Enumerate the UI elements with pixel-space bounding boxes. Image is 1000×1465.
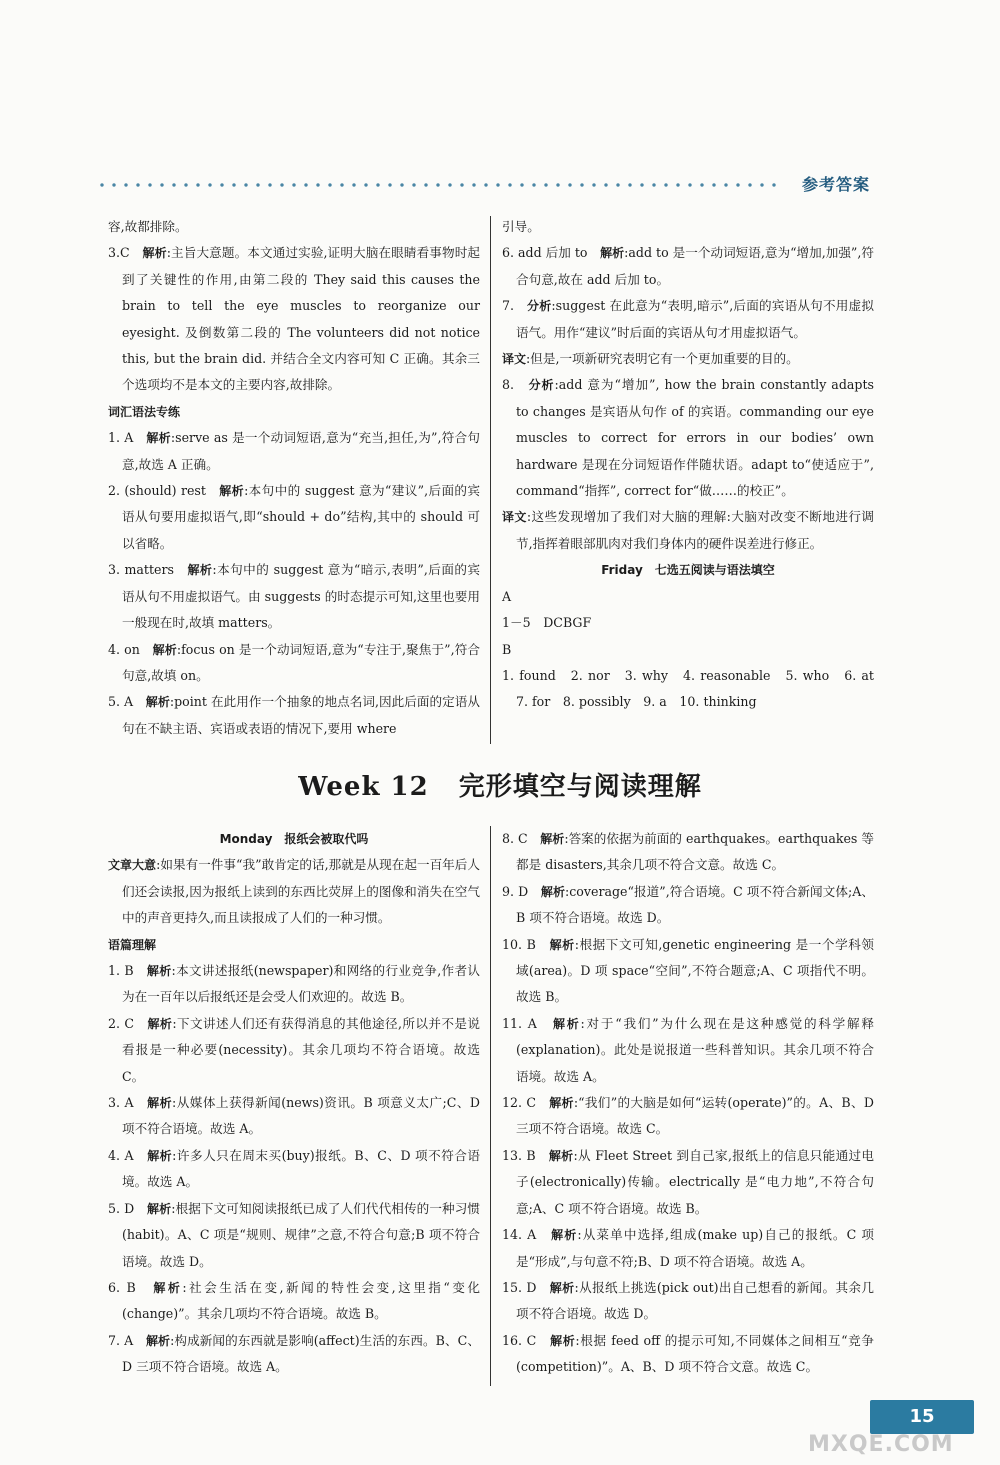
answer-keyword: 解析 xyxy=(146,431,171,446)
answer-number: 12. C xyxy=(502,1095,550,1111)
answer-number: 4. on xyxy=(108,641,153,657)
answer-item xyxy=(502,1328,874,1381)
answer-number: 16. C xyxy=(502,1332,551,1348)
answer-number: 4. A xyxy=(108,1147,148,1163)
answer-text: 容,故都排除。 xyxy=(108,219,188,234)
answer-keyword: 解析 xyxy=(549,1096,574,1111)
answer-text: :point 在此用作一个抽象的地点名词,因此后面的定语从句在不缺主语、宾语或表语的情况下,要用 where xyxy=(122,694,480,736)
answer-item xyxy=(108,478,480,557)
answer-keyword: 解析 xyxy=(147,1016,173,1031)
page-number-tab xyxy=(870,1400,974,1434)
answer-text: :本句中的 suggest 意为“暗示,表明”,后面的宾语从句不用虚拟语气。由 suggests 的时态提示可知,这里也要用一般现在时,故填 matters。 xyxy=(122,562,480,631)
answer-item xyxy=(502,1222,874,1275)
answer-keyword: 解析 xyxy=(550,1333,576,1348)
answer-keyword: 解析 xyxy=(551,1228,578,1243)
answer-item xyxy=(502,826,874,879)
answer-number: 9. D xyxy=(502,883,541,899)
answer-keyword: 解析 xyxy=(152,642,177,657)
section-heading: 词汇语法专练 xyxy=(108,404,181,419)
answer-keyword: 解析 xyxy=(147,1201,172,1216)
subsection-title: Friday 七选五阅读与语法填空 xyxy=(601,563,775,578)
answer-keyword: 解析 xyxy=(600,246,625,261)
answer-item xyxy=(108,1011,480,1090)
header-title: 参考答案 xyxy=(802,175,871,194)
answer-item xyxy=(108,637,480,690)
answer-item xyxy=(502,610,874,636)
answer-item xyxy=(502,1011,874,1090)
answer-item xyxy=(502,584,874,610)
bottom-column-divider xyxy=(490,826,491,1386)
answer-number: 5. A xyxy=(108,694,146,710)
bottom-left-column xyxy=(108,826,480,1381)
answer-text: B xyxy=(502,641,512,657)
answer-number: 7. A xyxy=(108,1332,146,1348)
answer-number: 6. add 后加 to xyxy=(502,245,601,261)
answer-text: :根据 feed off 的提示可知,不同媒体之间相互“竞争(competition)”。A、B、D 项不符合文意。故选 C。 xyxy=(516,1332,874,1375)
answer-item xyxy=(502,1143,874,1222)
answer-text: :根据下文可知,genetic engineering 是一个学科领域(area)。D 项 space“空间”,不符合题意;A、C 项指代不明。故选 B。 xyxy=(516,936,874,1005)
answer-item xyxy=(502,663,887,716)
answer-text: :如果有一件事“我”敢肯定的话,那就是从现在起一百年后人们还会读报,因为报纸上读到的东西比荧屏上的图像和消失在空气中的声音更持久,而且读报成了人们的一种习惯。 xyxy=(122,857,480,926)
answer-item xyxy=(108,1143,480,1196)
answer-keyword: 解析 xyxy=(153,1280,183,1295)
week-title-number: Week 12 xyxy=(298,772,429,802)
answer-text: 1. found 2. nor 3. why 4. reasonable 5. who 6. at 7. for 8. possibly 9. a 10. thinking xyxy=(502,667,887,710)
answer-item xyxy=(502,293,874,346)
answer-item xyxy=(502,1275,874,1328)
answer-text: :主旨大意题。本文通过实验,证明大脑在眼睛看事物时起到了关键性的作用,由第二段的 They said this causes the brain to tell the eye muscles to reorganize our eyesight. 及倒数第二段的 The volunteers did not notice this, but the brain did. 并结合全文内容可知 C 正确。其余三个选项均不是本文的主要内容,故排除。 xyxy=(122,245,480,393)
answer-item xyxy=(108,425,480,478)
week-title xyxy=(0,766,1000,803)
answer-text: :但是,一项新研究表明它有一个更加重要的目的。 xyxy=(526,351,799,367)
answer-keyword: 译文 xyxy=(502,510,527,525)
answer-text: :本句中的 suggest 意为“建议”,后面的宾语从句要用虚拟语气,即“should + do”结构,其中的 should 可以省略。 xyxy=(122,483,480,551)
page-number: 15 xyxy=(909,1406,935,1427)
answer-number: 8. C xyxy=(502,831,541,846)
answer-number: 6. B xyxy=(108,1279,154,1295)
answer-keyword: 分析 xyxy=(527,299,552,314)
header-dotted-rule xyxy=(96,182,781,188)
answer-text: 1－5 DCBGF xyxy=(502,615,592,631)
answer-text: A xyxy=(502,588,512,604)
answer-item xyxy=(502,637,874,663)
answer-number: 15. D xyxy=(502,1279,550,1295)
answer-text: :从 Fleet Street 到自己家,报纸上的信息只能通过电子(electronically)传输。electrically 是“电力地”,不符合句意;A、C 项不符合语境。故选 B。 xyxy=(516,1147,874,1216)
answer-text: :构成新闻的东西就是影响(affect)生活的东西。B、C、D 三项不符合语境。故选 A。 xyxy=(122,1332,480,1375)
answer-number: 2. (should) rest xyxy=(108,483,220,499)
answer-number: 3. matters xyxy=(108,562,188,578)
answer-item xyxy=(108,689,480,742)
answer-text: :根据下文可知阅读报纸已成了人们代代相传的一种习惯(habit)。A、C 项是“规则、规律”之意,不符合句意;B 项不符合语境。故选 D。 xyxy=(122,1200,480,1269)
answer-item xyxy=(502,214,874,240)
answer-keyword: 解析 xyxy=(145,695,170,710)
answer-item xyxy=(502,932,874,1011)
answer-number: 1. A xyxy=(108,430,147,446)
answer-item xyxy=(108,852,480,931)
answer-number: 3.C xyxy=(108,245,143,261)
answer-keyword: 解析 xyxy=(540,884,566,899)
answer-text: :对于“我们”为什么现在是这种感觉的科学解释(explanation)。此处是说报道一些科普知识。其余几项不符合语境。故选 A。 xyxy=(516,1015,874,1084)
answer-text: 引导。 xyxy=(502,219,540,234)
answer-text: :下文讲述人们还有获得消息的其他途径,所以并不是说看报是一种必要(necessity)。其余几项均不符合语境。故选 C。 xyxy=(122,1015,481,1084)
answer-text: :从报纸上挑选(pick out)出自己想看的新闻。其余几项不符合语境。故选 D。 xyxy=(516,1279,874,1322)
answer-number: 8. xyxy=(502,377,529,393)
answer-item xyxy=(502,240,874,293)
answer-number: 7. xyxy=(502,298,528,314)
answer-item xyxy=(108,557,480,636)
answer-number: 10. B xyxy=(502,936,550,952)
answer-item xyxy=(108,1196,480,1275)
section-heading: 语篇理解 xyxy=(108,937,157,952)
answer-item xyxy=(108,1090,480,1143)
answer-text: :“我们”的大脑是如何“运转(operate)”的。A、B、D 三项不符合语境。故选 C。 xyxy=(516,1095,874,1137)
bottom-right-column xyxy=(502,826,874,1381)
answer-number: 14. A xyxy=(502,1227,552,1243)
answer-keyword: 解析 xyxy=(187,563,213,578)
answer-text: :这些发现增加了我们对大脑的理解:大脑对改变不断地进行调节,指挥着眼部肌肉对我们身体内的硬件误差进行修正。 xyxy=(516,509,874,551)
answer-text: :社会生活在变,新闻的特性会变,这里指“变化(change)”。其余几项均不符合语境。故选 B。 xyxy=(122,1279,480,1322)
answer-keyword: 解析 xyxy=(549,1280,575,1295)
answer-text: :本文讲述报纸(newspaper)和网络的行业竞争,作者认为在一百年以后报纸还是会受人们欢迎的。故选 B。 xyxy=(122,963,480,1005)
answer-keyword: 分析 xyxy=(528,378,555,393)
answer-text: :从菜单中选择,组成(make up)自己的报纸。C 项是“形成”,与句意不符;B、D 项不符合语境。故选 A。 xyxy=(516,1227,874,1269)
answer-text: :serve as 是一个动词短语,意为“充当,担任,为”,符合句意,故选 A 正确。 xyxy=(122,430,480,472)
watermark: MXQE.COM xyxy=(808,1432,954,1457)
answer-number: 11. A xyxy=(502,1015,554,1031)
answer-keyword: 解析 xyxy=(553,1016,581,1031)
answer-item xyxy=(502,346,874,372)
answer-keyword: 解析 xyxy=(548,1148,574,1163)
answer-keyword: 解析 xyxy=(145,1333,171,1348)
answer-keyword: 解析 xyxy=(219,484,245,499)
answer-item xyxy=(108,1328,480,1381)
answer-item xyxy=(502,372,874,504)
answer-text: :focus on 是一个动词短语,意为“专注于,聚焦于”,符合句意,故填 on。 xyxy=(122,641,480,683)
answer-text: :coverage“报道”,符合语境。C 项不符合新闻文体;A、B 项不符合语境。故选 D。 xyxy=(516,883,874,926)
answer-keyword: 译文 xyxy=(502,352,527,367)
answer-number: 2. C xyxy=(108,1015,148,1031)
answer-keyword: 解析 xyxy=(549,937,575,952)
subsection-title: Monday 报纸会被取代吗 xyxy=(219,832,369,846)
answer-item xyxy=(502,504,874,557)
answer-item xyxy=(502,1090,874,1143)
answer-text: :suggest 在此意为“表明,暗示”,后面的宾语从句不用虚拟语气。用作“建议”时后面的宾语从句才用虚拟语气。 xyxy=(516,298,874,340)
answer-number: 5. D xyxy=(108,1200,147,1216)
answer-keyword: 解析 xyxy=(147,1096,173,1111)
answer-number: 1. B xyxy=(108,963,147,979)
answer-number: 13. B xyxy=(502,1147,549,1163)
answer-text: :add 意为“增加”, how the brain constantly adapts to changes 是宾语从句作 of 的宾语。commanding our eye muscles to correct for errors in our bodies’ own hardware 是现在分词短语作伴随状语。adapt to“使适应于”, command“指挥”, correct for“做……的校正”。 xyxy=(516,377,874,499)
answer-keyword: 解析 xyxy=(146,964,172,979)
week-title-topic: 完形填空与阅读理解 xyxy=(458,772,702,802)
answer-item xyxy=(108,214,480,240)
answer-number: 3. A xyxy=(108,1095,148,1111)
answer-text: :add to 是一个动词短语,意为“增加,加强”,符合句意,故在 add 后加 to。 xyxy=(516,245,874,287)
top-column-divider xyxy=(490,216,491,744)
answer-keyword: 解析 xyxy=(142,246,167,261)
answer-keyword: 文章大意 xyxy=(108,858,157,873)
answer-text: :许多人只在周末买(buy)报纸。B、C、D 项不符合语境。故选 A。 xyxy=(122,1147,480,1190)
answer-text: :从媒体上获得新闻(news)资讯。B 项意义太广;C、D 项不符合语境。故选 A。 xyxy=(122,1095,480,1137)
answer-item xyxy=(108,1275,480,1328)
answer-keyword: 解析 xyxy=(540,832,565,846)
top-right-column xyxy=(502,214,887,716)
answer-item xyxy=(502,879,874,932)
answer-item xyxy=(108,958,480,1011)
answer-keyword: 解析 xyxy=(147,1148,173,1163)
answer-item xyxy=(108,240,480,398)
answer-text: :答案的依据为前面的 earthquakes。earthquakes 等都是 disasters,其余几项不符合文意。故选 C。 xyxy=(516,831,874,873)
top-left-column xyxy=(108,214,480,742)
